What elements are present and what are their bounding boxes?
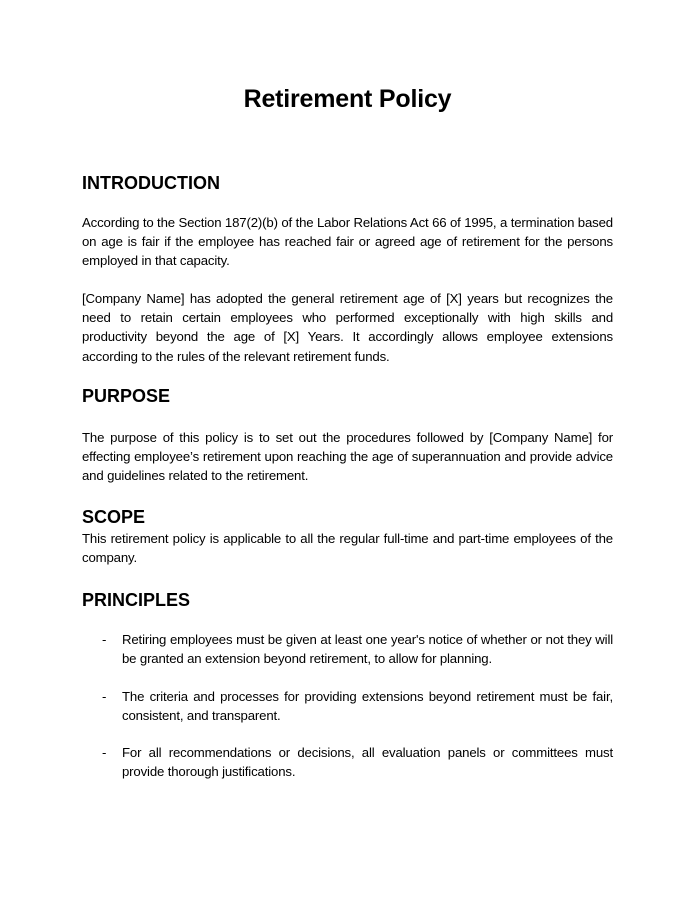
document-title: Retirement Policy [243, 85, 452, 113]
introduction-paragraph-1: According to the Section 187(2)(b) of the Labor Relations Act 66 of 1995, a termination based on age is fair if the employee has reached fair or agreed age of retirement for the persons employed in that capacity. [82, 215, 613, 269]
principle-item-3: For all recommendations or decisions, all evaluation panels or committees must provide thorough justifications. [122, 745, 613, 780]
bullet-dash: - [102, 745, 107, 760]
bullet-dash: - [102, 689, 107, 704]
purpose-paragraph: The purpose of this policy is to set out the procedures followed by [Company Name] for effecting employee’s retirement upon reaching the age of superannuation and provide advice and guidelines related to the retirement. [82, 430, 613, 484]
introduction-heading: INTRODUCTION [82, 173, 220, 193]
principle-item-2: The criteria and processes for providing extensions beyond retirement must be fair, consistent, and transparent. [122, 689, 613, 724]
principles-heading: PRINCIPLES [82, 590, 191, 610]
purpose-heading: PURPOSE [82, 386, 171, 406]
scope-heading: SCOPE [82, 507, 146, 527]
scope-paragraph: This retirement policy is applicable to all the regular full-time and part-time employees of the company. [82, 531, 613, 566]
introduction-paragraph-2: [Company Name] has adopted the general retirement age of [X] years but recognizes the need to retain certain employees who performed exceptionally with high skills and productivity beyond the age of [X] Years. It accordingly allows employee extensions according to the rules of the relevant retirement funds. [82, 291, 613, 364]
bullet-dash: - [102, 632, 107, 647]
principle-item-1: Retiring employees must be given at least one year's notice of whether or not they will be granted an extension beyond retirement, to allow for planning. [122, 632, 613, 667]
